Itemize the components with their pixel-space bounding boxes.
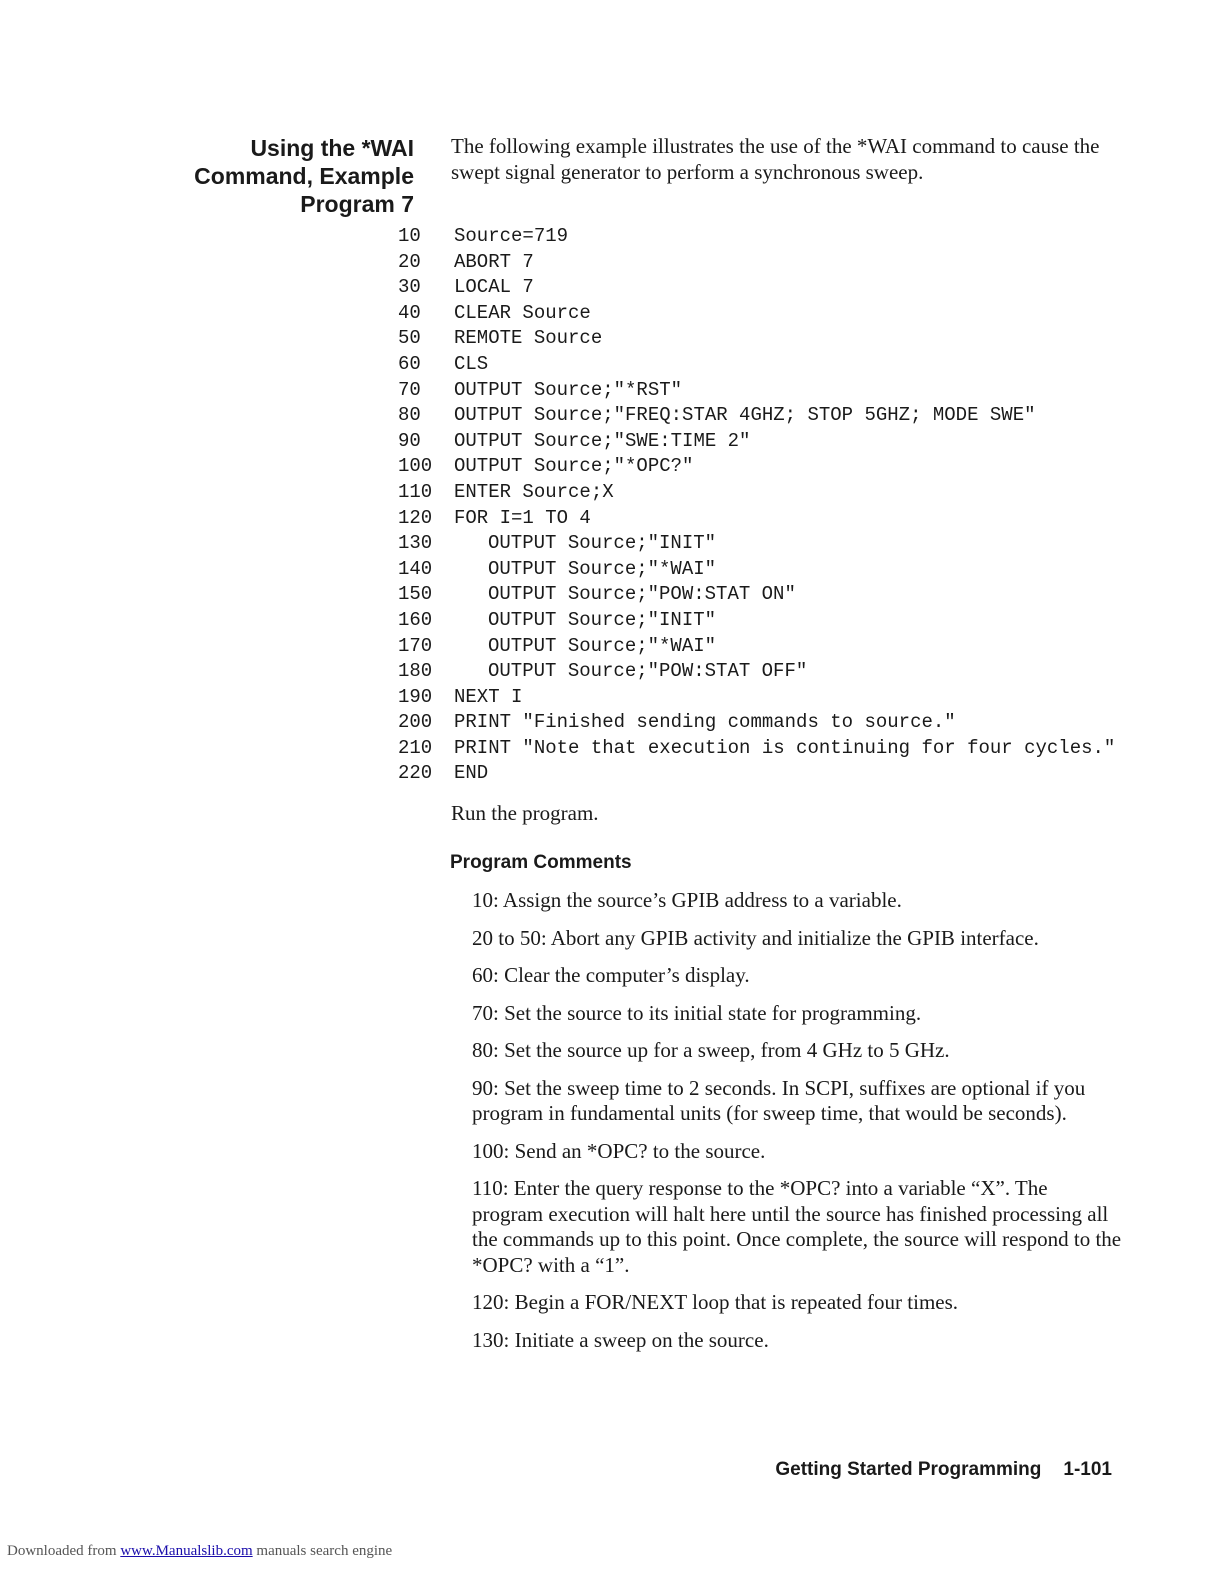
code-line [398,506,1115,532]
code-line-number: 170 [398,634,433,657]
code-line-text: ABORT 7 [454,250,534,273]
code-line-number: 110 [398,480,433,503]
code-line [398,608,1115,634]
download-notice [7,1543,392,1560]
code-line-number: 160 [398,608,433,631]
code-line-text: CLS [454,352,489,375]
code-line-number: 70 [398,378,421,401]
code-line-text: OUTPUT Source;"SWE:TIME 2" [454,429,751,452]
section-heading-line: Program 7 [300,191,414,217]
code-line [398,454,1115,480]
code-line-number: 60 [398,352,421,375]
code-line-text: OUTPUT Source;"*OPC?" [454,455,694,478]
code-line [398,275,1115,301]
program-comment: 100: Send an *OPC? to the source. [472,1138,766,1163]
code-line-text: PRINT "Note that execution is continuing for four cycles." [454,736,1116,759]
program-comment: 60: Clear the computer’s display. [472,963,750,987]
code-line-number: 90 [398,429,421,452]
code-line-text: NEXT I [454,685,523,708]
code-line-number: 120 [398,506,433,529]
code-line-text: OUTPUT Source;"*RST" [454,378,683,401]
footer-page-number: 1-101 [1063,1459,1112,1480]
code-line [398,250,1115,276]
code-line-text: END [454,762,489,785]
download-prefix: Downloaded from [7,1543,121,1559]
code-line [398,531,1115,557]
page-footer [775,1459,1112,1481]
code-line [398,301,1115,327]
program-comments-list [472,888,1122,1365]
code-line-number: 180 [398,660,433,683]
code-line-number: 130 [398,532,433,555]
code-line-text: CLEAR Source [454,301,591,324]
section-heading-line: Using the *WAI [250,135,414,161]
code-line-number: 50 [398,327,421,350]
code-line [398,659,1115,685]
code-line [398,352,1115,378]
program-comment: 120: Begin a FOR/NEXT loop that is repeated four times. [472,1290,959,1314]
program-comment: 10: Assign the source’s GPIB address to a variable. [472,888,902,912]
code-line [398,582,1115,608]
code-line-text: OUTPUT Source;"INIT" [488,608,717,631]
code-line-number: 10 [398,225,421,247]
program-comments-heading: Program Comments [450,852,632,873]
code-line-text: REMOTE Source [454,327,603,350]
code-line-text: FOR I=1 TO 4 [454,506,591,529]
code-line-text: OUTPUT Source;"INIT" [488,532,717,555]
program-comment: 110: Enter the query response to the *OPC? into a variable “X”. The program execution will halt here until the source has finished processing all the commands up to this point. Once complete, the source will respond to the *OPC? with a “1”. [472,1176,1122,1277]
code-line [398,378,1115,404]
program-comment: 80: Set the source up for a sweep, from 4 GHz to 5 GHz. [472,1038,950,1062]
code-line [398,326,1115,352]
run-instruction: Run the program. [451,801,599,825]
code-line [398,736,1115,762]
code-line [398,557,1115,583]
code-line-number: 190 [398,685,433,708]
program-comment: 20 to 50: Abort any GPIB activity and initialize the GPIB interface. [472,925,1039,950]
code-line [398,685,1115,711]
program-comment: 70: Set the source to its initial state for programming. [472,1000,922,1025]
code-line-number: 80 [398,404,421,427]
code-line [398,710,1115,736]
section-heading-line: Command, Example [194,163,414,189]
code-line [398,429,1115,455]
code-line-number: 140 [398,557,433,580]
code-line-text: OUTPUT Source;"*WAI" [488,634,717,657]
code-line-text: Source=719 [454,225,569,247]
code-line [398,224,1115,250]
code-line-number: 220 [398,762,433,785]
code-line-number: 20 [398,250,421,273]
section-heading [150,134,414,218]
code-line [398,634,1115,660]
manualslib-link[interactable]: www.Manualslib.com [120,1543,253,1559]
download-suffix: manuals search engine [252,1543,393,1559]
footer-chapter-title: Getting Started Programming [775,1459,1042,1480]
code-line-number: 40 [398,301,421,324]
code-line [398,761,1115,787]
code-listing [398,224,1115,787]
program-comment: 90: Set the sweep time to 2 seconds. In SCPI, suffixes are optional if you program in fundamental units (for sweep time, that would be seconds). [472,1075,1086,1125]
program-comment: 130: Initiate a sweep on the source. [472,1327,769,1352]
code-line-number: 200 [398,711,433,734]
code-line-number: 100 [398,455,433,478]
intro-paragraph: The following example illustrates the use of the *WAI command to cause the swept signal generator to perform a synchronous sweep. [451,134,1100,184]
code-line-text: ENTER Source;X [454,480,614,503]
code-line-number: 210 [398,736,433,759]
code-line-number: 30 [398,276,421,299]
code-line-number: 150 [398,583,433,606]
code-line [398,480,1115,506]
code-line-text: OUTPUT Source;"POW:STAT ON" [488,583,796,606]
code-line-text: OUTPUT Source;"*WAI" [488,557,717,580]
code-line-text: OUTPUT Source;"FREQ:STAR 4GHZ; STOP 5GHZ; MODE SWE" [454,404,1036,427]
code-line-text: OUTPUT Source;"POW:STAT OFF" [488,660,808,683]
code-line [398,403,1115,429]
code-line-text: LOCAL 7 [454,276,534,299]
code-line-text: PRINT "Finished sending commands to source." [454,711,956,734]
